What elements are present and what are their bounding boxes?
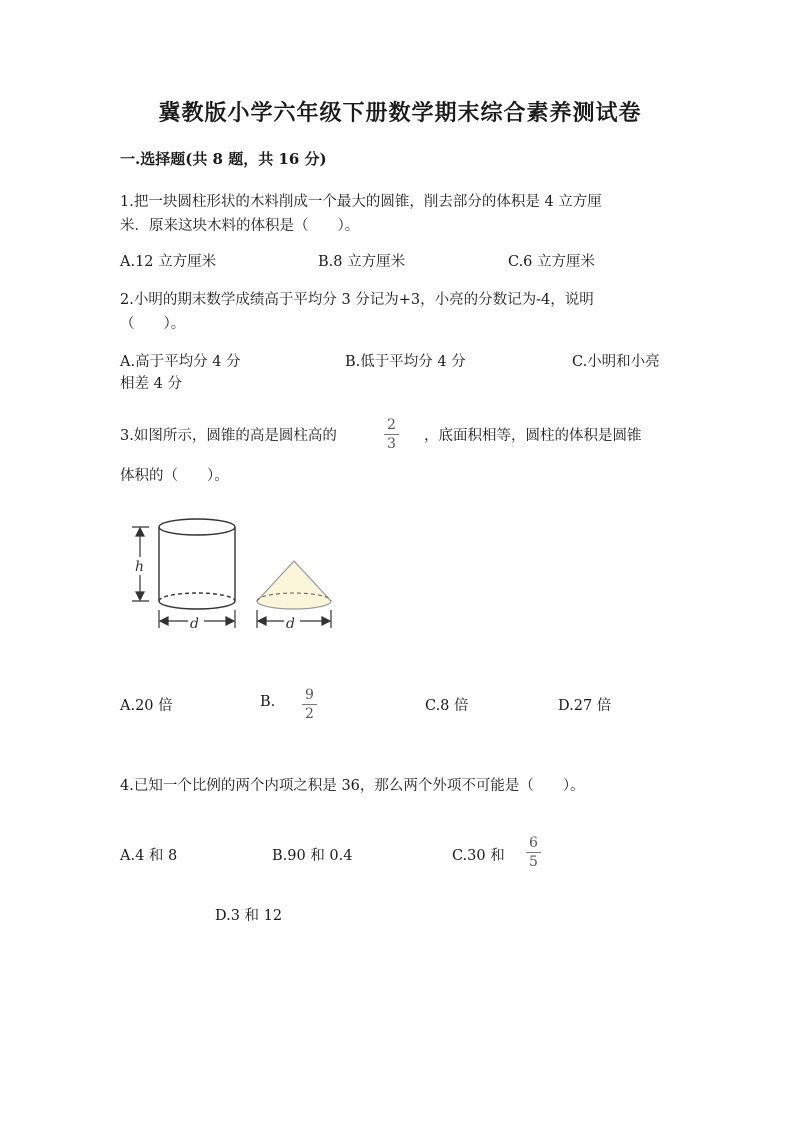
q3-stem-line1-part1: 3.如图所示，圆锥的高是圆柱高的 (120, 428, 337, 444)
q1-option-a: A.12 立方厘米 (120, 254, 217, 270)
q4-option-c-numerator: 6 (526, 836, 541, 853)
q3-option-b-denominator: 2 (305, 706, 314, 722)
q2-option-c-line1: C.小明和小亮 (572, 354, 660, 370)
q3-option-d: D.27 倍 (558, 698, 612, 714)
q4-option-c: C.30 和 (452, 848, 505, 864)
q3-fraction-numerator: 2 (384, 418, 399, 435)
q1-stem-line2: 米．原来这块木料的体积是（ ）。 (120, 218, 360, 234)
q4-option-d: D.3 和 12 (215, 908, 283, 924)
q3-stem-line2: 体积的（ ）。 (120, 468, 229, 484)
q3-fraction-denominator: 3 (387, 436, 396, 452)
cylinder-diameter-label: d (190, 616, 199, 632)
q4-option-c-fraction (526, 836, 541, 869)
q3-option-b-numerator: 9 (302, 688, 317, 705)
q2-option-c-line2: 相差 4 分 (120, 376, 182, 392)
cylinder-shape (159, 519, 235, 609)
q3-option-b: B. (260, 694, 276, 710)
cylinder-cone-figure (120, 515, 350, 640)
page-title: 冀教版小学六年级下册数学期末综合素养测试卷 (158, 100, 642, 126)
q2-stem-line1: 2.小明的期末数学成绩高于平均分 3 分记为+3，小亮的分数记为-4，说明 (120, 292, 594, 308)
q1-option-b: B.8 立方厘米 (318, 254, 406, 270)
q4-option-a: A.4 和 8 (120, 848, 178, 864)
cone-diameter-label: d (286, 616, 295, 632)
q1-option-c: C.6 立方厘米 (508, 254, 596, 270)
height-label: h (135, 559, 145, 575)
q2-option-a: A.高于平均分 4 分 (120, 354, 241, 370)
q2-stem-line2: （ ）。 (120, 316, 186, 332)
q4-option-b: B.90 和 0.4 (272, 848, 353, 864)
cone-shape (257, 561, 331, 609)
q4-stem: 4.已知一个比例的两个内项之积是 36，那么两个外项不可能是（ ）。 (120, 778, 585, 794)
section-heading: 一.选择题(共 8 题，共 16 分) (120, 150, 327, 168)
q3-stem-line1-part2: ，底面积相等，圆柱的体积是圆锥 (424, 428, 642, 444)
q3-option-a: A.20 倍 (120, 698, 173, 714)
q3-option-c: C.8 倍 (425, 698, 469, 714)
q3-option-b-fraction (302, 688, 317, 721)
q1-stem-line1: 1.把一块圆柱形状的木料削成一个最大的圆锥，削去部分的体积是 4 立方厘 (120, 194, 602, 210)
q4-option-c-denominator: 5 (529, 854, 538, 870)
q2-option-b: B.低于平均分 4 分 (345, 354, 466, 370)
q3-fraction (384, 418, 399, 451)
